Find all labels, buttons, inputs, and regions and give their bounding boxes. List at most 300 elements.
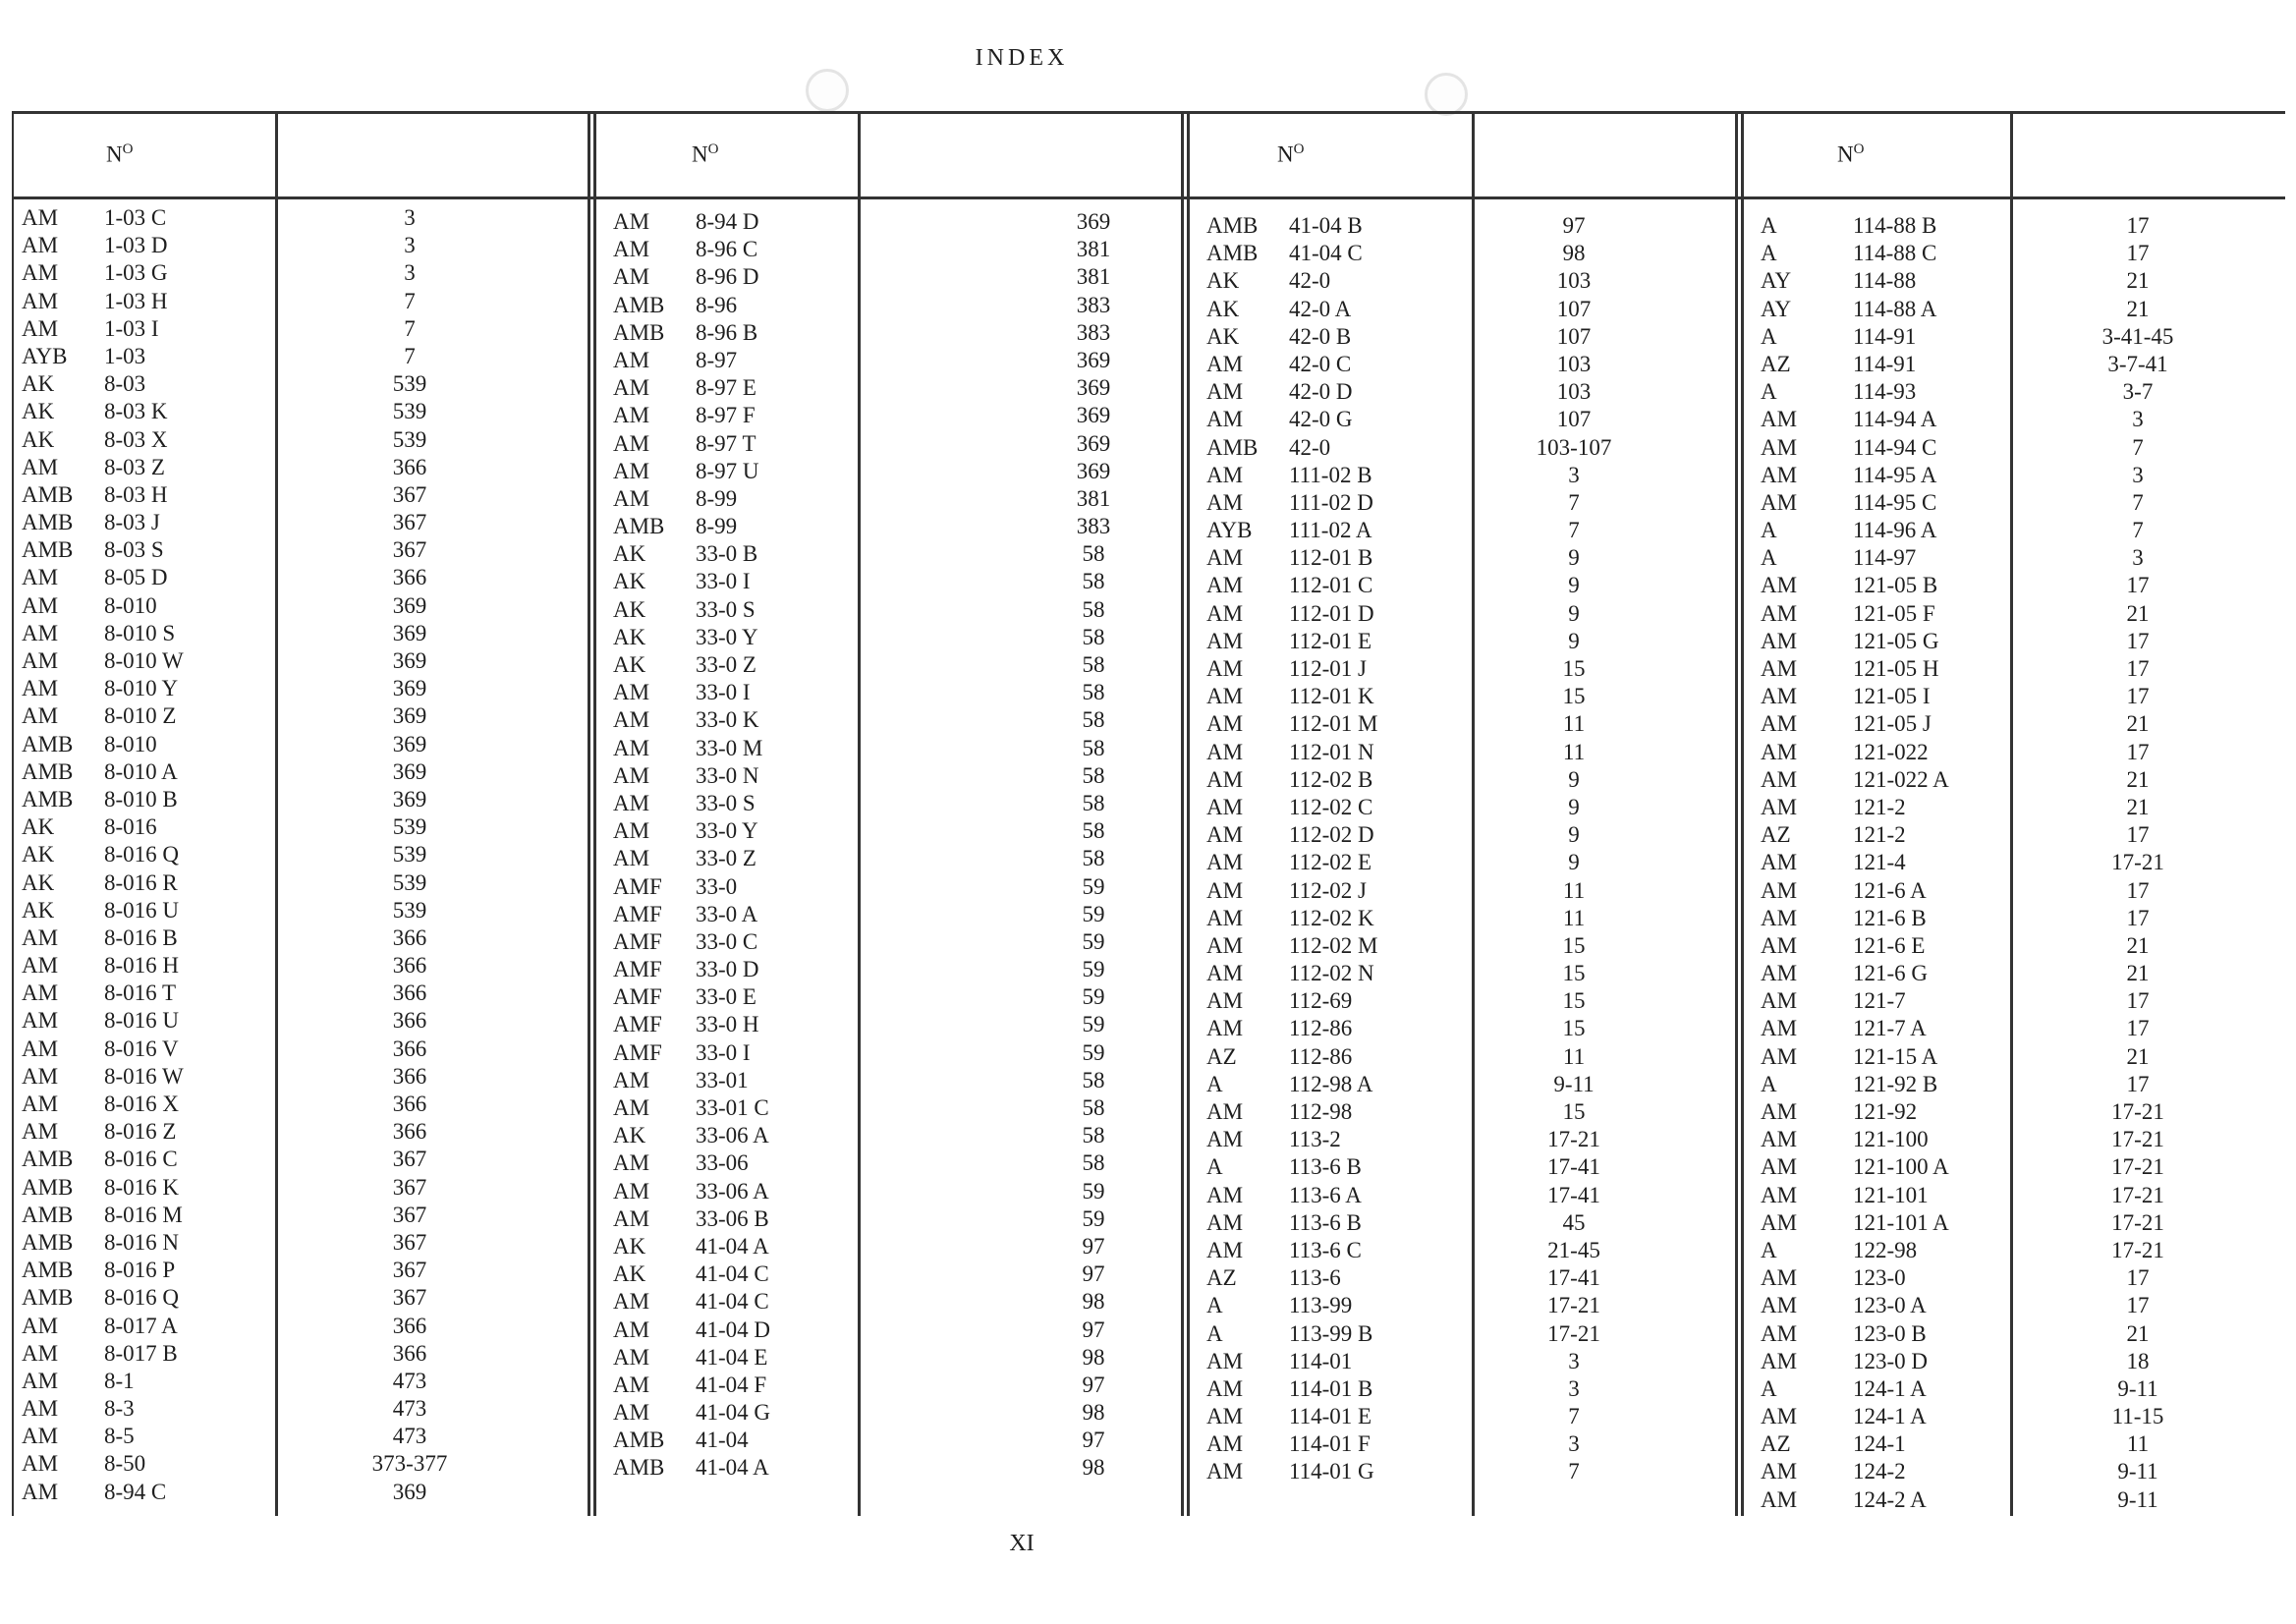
entry-number: 112-01 E [1289, 628, 1372, 653]
entry-pages: 58 [1082, 569, 1105, 594]
entry-pages: 17-21 [2111, 1237, 2164, 1262]
index-entry [1735, 821, 2285, 849]
index-entry [12, 1368, 588, 1395]
entry-pages: 17 [2126, 1265, 2150, 1291]
entry-prefix: A [1206, 1154, 1223, 1180]
entry-number: 8-3 [104, 1396, 135, 1422]
entry-pages: 21 [2126, 766, 2150, 792]
entry-prefix: AM [1206, 739, 1244, 764]
entry-prefix: AMB [22, 758, 74, 784]
index-entry [1735, 1486, 2285, 1514]
entry-number: 33-01 [696, 1067, 749, 1092]
entry-pages: 3 [1568, 1348, 1580, 1373]
entry-prefix: AM [22, 1313, 59, 1338]
index-entry [588, 292, 1181, 319]
entry-number: 121-92 [1853, 1099, 1918, 1124]
index-entry [1735, 1458, 2285, 1485]
entry-prefix: AM [1206, 711, 1244, 737]
entry-prefix: AK [22, 371, 55, 397]
entry-number: 42-0 C [1289, 351, 1352, 376]
entry-number: 121-7 A [1853, 1016, 1927, 1041]
index-entry [12, 1202, 588, 1229]
index-entry [12, 343, 588, 370]
entry-pages: 15 [1562, 684, 1586, 709]
entry-prefix: AM [1761, 1459, 1798, 1484]
entry-number: 42-0 D [1289, 379, 1353, 405]
index-entry [1181, 1015, 1735, 1042]
entry-number: 8-016 B [104, 924, 178, 950]
entry-number: 33-0 Y [696, 818, 758, 844]
entry-pages: 15 [1562, 961, 1586, 986]
number-column-header [692, 141, 718, 168]
entry-number: 1-03 D [104, 233, 168, 258]
entry-prefix: A [1761, 213, 1777, 238]
entry-pages: 367 [392, 1258, 427, 1283]
index-list [1181, 212, 1735, 1486]
entry-pages: 58 [1082, 735, 1105, 760]
entry-pages: 17 [2126, 1016, 2150, 1041]
entry-prefix: AM [1206, 462, 1244, 487]
entry-number: 8-016 R [104, 869, 178, 895]
index-entry [588, 790, 1181, 817]
index-entry [12, 426, 588, 454]
entry-pages: 366 [392, 1313, 427, 1338]
number-header-label: N [692, 141, 708, 167]
entry-prefix: AMF [613, 928, 662, 954]
entry-number: 114-97 [1853, 545, 1917, 571]
index-entry [588, 485, 1181, 513]
index-entry [12, 232, 588, 259]
entry-pages: 366 [392, 1008, 427, 1034]
entry-pages: 45 [1562, 1209, 1586, 1235]
entry-number: 121-6 G [1853, 961, 1929, 986]
entry-pages: 3 [404, 260, 416, 286]
entry-prefix: AK [613, 652, 646, 677]
entry-pages: 7 [1568, 1459, 1580, 1484]
entry-pages: 7 [404, 288, 416, 313]
entry-pages: 3 [2132, 545, 2144, 571]
number-header-superscript: O [707, 141, 719, 157]
entry-number: 8-016 [104, 814, 157, 840]
index-entry [1181, 1264, 1735, 1292]
entry-prefix: AM [1206, 822, 1244, 848]
entry-number: 8-016 P [104, 1258, 176, 1283]
entry-pages: 369 [1076, 430, 1111, 456]
index-entry [12, 1450, 588, 1478]
entry-pages: 21-45 [1547, 1237, 1600, 1262]
entry-prefix: AK [613, 596, 646, 622]
entry-pages: 18 [2126, 1348, 2150, 1373]
entry-prefix: AK [613, 1123, 646, 1148]
number-header-superscript: O [1293, 141, 1305, 157]
entry-prefix: AM [1761, 961, 1798, 986]
entry-pages: 11-15 [2111, 1404, 2164, 1429]
entry-prefix: AM [1761, 1209, 1798, 1235]
entry-pages: 58 [1082, 652, 1105, 677]
entry-prefix: AM [613, 264, 650, 290]
entry-number: 124-2 [1853, 1459, 1906, 1484]
entry-pages: 17-21 [1547, 1293, 1600, 1318]
entry-prefix: AMB [22, 510, 74, 535]
entry-pages: 58 [1082, 541, 1105, 567]
entry-pages: 11 [2126, 1431, 2150, 1457]
index-entry [12, 1229, 588, 1257]
index-entry [12, 1118, 588, 1146]
index-entry [1181, 1375, 1735, 1403]
index-entry [1181, 932, 1735, 960]
entry-number: 42-0 B [1289, 323, 1352, 349]
index-entry [1181, 794, 1735, 821]
entry-prefix: AM [1761, 684, 1798, 709]
index-entry [1181, 655, 1735, 683]
index-entry [588, 1288, 1181, 1316]
entry-number: 114-91 [1853, 323, 1917, 349]
index-column-block [1181, 111, 1735, 1516]
index-entry [1181, 1153, 1735, 1181]
index-entry [12, 620, 588, 647]
entry-pages: 367 [392, 510, 427, 535]
entry-prefix: AM [1761, 462, 1798, 487]
index-entry [1181, 406, 1735, 433]
entry-number: 8-010 B [104, 786, 178, 812]
index-entry [588, 596, 1181, 624]
entry-pages: 21 [2126, 296, 2150, 321]
index-entry [588, 1178, 1181, 1205]
entry-pages: 15 [1562, 656, 1586, 681]
entry-prefix: AMB [22, 1202, 74, 1227]
page-title: INDEX [975, 45, 1069, 71]
index-entry [588, 1316, 1181, 1344]
entry-prefix: AM [1206, 351, 1244, 376]
entry-pages: 9 [1568, 573, 1580, 598]
entry-prefix: AM [613, 1400, 650, 1426]
index-entry [1181, 1430, 1735, 1458]
entry-prefix: AK [613, 1261, 646, 1287]
entry-number: 121-05 J [1853, 711, 1932, 737]
index-entry [12, 454, 588, 481]
entry-number: 8-5 [104, 1424, 135, 1449]
entry-pages: 21 [2126, 711, 2150, 737]
entry-number: 8-016 Q [104, 1285, 180, 1311]
index-entry [1181, 434, 1735, 462]
entry-number: 8-94 D [696, 209, 759, 234]
entry-pages: 366 [392, 1340, 427, 1366]
entry-number: 8-017 A [104, 1313, 178, 1338]
entry-pages: 103 [1556, 379, 1592, 405]
index-entry [588, 1067, 1181, 1094]
index-entry [1735, 1126, 2285, 1153]
entry-number: 42-0 G [1289, 407, 1353, 432]
entry-pages: 7 [2132, 518, 2144, 543]
entry-pages: 383 [1076, 514, 1111, 539]
index-entry [12, 869, 588, 897]
entry-prefix: AM [22, 953, 59, 979]
entry-number: 121-7 [1853, 988, 1906, 1014]
entry-number: 114-88 B [1853, 213, 1937, 238]
entry-number: 112-98 A [1289, 1071, 1373, 1096]
entry-pages: 17 [2126, 573, 2150, 598]
number-column-header [1277, 141, 1304, 168]
entry-number: 121-022 [1853, 739, 1929, 764]
index-entry [12, 952, 588, 980]
entry-prefix: AM [613, 818, 650, 844]
entry-prefix: AK [22, 869, 55, 895]
entry-prefix: AM [1206, 905, 1244, 930]
entry-pages: 3 [1568, 1375, 1580, 1401]
index-entry [1735, 1292, 2285, 1319]
entry-prefix: AM [1206, 573, 1244, 598]
entry-pages: 9 [1568, 545, 1580, 571]
index-entry [1181, 987, 1735, 1015]
index-entry [588, 735, 1181, 762]
entry-prefix: AM [22, 1036, 59, 1061]
index-entry [1181, 378, 1735, 406]
entry-number: 42-0 A [1289, 296, 1352, 321]
entry-prefix: AMB [1206, 241, 1259, 266]
index-entry [12, 675, 588, 702]
entry-number: 33-0 Z [696, 846, 756, 871]
entry-pages: 17-41 [1547, 1182, 1600, 1207]
entry-number: 33-06 A [696, 1178, 769, 1204]
index-entry [12, 897, 588, 924]
entry-pages: 58 [1082, 1067, 1105, 1092]
entry-number: 8-016 W [104, 1063, 184, 1089]
entry-pages: 9-11 [2117, 1486, 2158, 1512]
index-entry [12, 1313, 588, 1340]
entry-prefix: AM [613, 680, 650, 705]
entry-number: 112-01 N [1289, 739, 1374, 764]
entry-prefix: AK [1206, 296, 1240, 321]
index-entry [1181, 240, 1735, 267]
entry-prefix: AM [22, 1008, 59, 1034]
entry-pages: 369 [392, 620, 427, 645]
entry-pages: 107 [1556, 296, 1592, 321]
entry-prefix: AM [1206, 379, 1244, 405]
entry-number: 121-2 [1853, 822, 1906, 848]
page-number: XI [1009, 1531, 1035, 1556]
entry-prefix: AM [613, 237, 650, 262]
entry-number: 113-6 B [1289, 1154, 1362, 1180]
entry-pages: 366 [392, 924, 427, 950]
entry-pages: 98 [1082, 1289, 1105, 1315]
entry-pages: 383 [1076, 319, 1111, 345]
entry-prefix: A [1761, 379, 1777, 405]
entry-pages: 17 [2126, 905, 2150, 930]
entry-pages: 98 [1082, 1400, 1105, 1426]
entry-pages: 98 [1082, 1455, 1105, 1481]
number-header-label: N [1277, 141, 1294, 167]
index-entry [1735, 462, 2285, 489]
entry-pages: 369 [1076, 403, 1111, 428]
index-entry [12, 1174, 588, 1202]
entry-number: 121-100 [1853, 1127, 1929, 1152]
entry-prefix: AM [22, 703, 59, 729]
entry-pages: 17 [2126, 988, 2150, 1014]
entry-number: 112-01 D [1289, 600, 1374, 626]
index-entry [588, 1233, 1181, 1260]
entry-prefix: AM [1206, 1182, 1244, 1207]
entry-pages: 369 [392, 703, 427, 729]
entry-pages: 58 [1082, 1123, 1105, 1148]
entry-pages: 367 [392, 537, 427, 563]
entry-pages: 383 [1076, 292, 1111, 317]
column-header-row [12, 114, 588, 199]
entry-pages: 58 [1082, 596, 1105, 622]
entry-number: 8-03 Z [104, 454, 165, 479]
index-entry [588, 901, 1181, 928]
entry-prefix: AM [22, 980, 59, 1006]
entry-number: 1-03 I [104, 315, 159, 341]
entry-number: 114-94 C [1853, 434, 1937, 460]
entry-pages: 15 [1562, 1016, 1586, 1041]
entry-number: 33-0 I [696, 680, 751, 705]
entry-prefix: AMB [22, 731, 74, 756]
entry-prefix: A [1761, 1237, 1777, 1262]
entry-pages: 58 [1082, 1095, 1105, 1120]
entry-number: 114-95 A [1853, 462, 1937, 487]
entry-pages: 473 [392, 1368, 427, 1393]
index-entry [1181, 849, 1735, 876]
entry-number: 112-86 [1289, 1043, 1353, 1069]
column-header-row [1181, 114, 1735, 199]
index-entry [588, 706, 1181, 734]
entry-number: 41-04 B [1289, 213, 1363, 238]
entry-number: 8-010 A [104, 758, 178, 784]
index-entry [588, 1094, 1181, 1122]
entry-prefix: AM [613, 375, 650, 401]
entry-prefix: AM [613, 707, 650, 733]
entry-prefix: AM [1206, 961, 1244, 986]
entry-prefix: AM [22, 924, 59, 950]
entry-number: 124-1 A [1853, 1375, 1927, 1401]
entry-prefix: A [1761, 1071, 1777, 1096]
index-entry [588, 1427, 1181, 1454]
entry-prefix: A [1761, 241, 1777, 266]
index-entry [1735, 1320, 2285, 1348]
index-entry [1735, 240, 2285, 267]
index-entry [12, 1340, 588, 1368]
entry-pages: 103 [1556, 268, 1592, 294]
entry-number: 8-016 M [104, 1202, 183, 1227]
entry-prefix: AZ [1761, 1431, 1791, 1457]
index-entry [588, 1205, 1181, 1233]
entry-pages: 17-21 [1547, 1320, 1600, 1346]
entry-pages: 3 [404, 233, 416, 258]
entry-prefix: AMF [613, 901, 662, 926]
entry-pages: 367 [392, 1202, 427, 1227]
entry-pages: 59 [1082, 957, 1105, 982]
entry-number: 114-94 A [1853, 407, 1937, 432]
punch-hole [806, 69, 849, 112]
entry-prefix: AM [613, 1067, 650, 1092]
index-entry [1735, 1071, 2285, 1098]
entry-prefix: AM [22, 676, 59, 701]
index-entry [1735, 1430, 2285, 1458]
entry-number: 112-02 N [1289, 961, 1374, 986]
entry-prefix: AM [1206, 1237, 1244, 1262]
entry-number: 8-03 [104, 371, 146, 397]
entry-prefix: AM [1206, 1127, 1244, 1152]
entry-prefix: AM [22, 205, 59, 230]
entry-prefix: AM [613, 1344, 650, 1370]
index-entry [1181, 489, 1735, 517]
entry-number: 1-03 H [104, 288, 168, 313]
entry-prefix: AM [613, 458, 650, 483]
entry-number: 33-0 C [696, 928, 758, 954]
entry-number: 8-05 D [104, 565, 168, 590]
entry-number: 114-88 C [1853, 241, 1937, 266]
entry-prefix: AM [613, 846, 650, 871]
index-entry [588, 651, 1181, 679]
index-entry [588, 568, 1181, 595]
entry-prefix: AM [613, 1316, 650, 1342]
entry-prefix: AM [1761, 932, 1798, 958]
entry-pages: 367 [392, 481, 427, 507]
index-entry [588, 956, 1181, 983]
entry-pages: 15 [1562, 988, 1586, 1014]
entry-prefix: AM [1206, 1099, 1244, 1124]
entry-number: 114-95 C [1853, 489, 1937, 515]
entry-pages: 15 [1562, 932, 1586, 958]
entry-pages: 21 [2126, 961, 2150, 986]
entry-number: 112-02 B [1289, 766, 1373, 792]
entry-number: 112-98 [1289, 1099, 1353, 1124]
entry-pages: 9-11 [1553, 1071, 1595, 1096]
entry-number: 121-100 A [1853, 1154, 1949, 1180]
entry-prefix: AMB [613, 1455, 665, 1481]
index-entry [1735, 1264, 2285, 1292]
entry-number: 112-69 [1289, 988, 1353, 1014]
index-entry [12, 647, 588, 675]
entry-pages: 9 [1568, 794, 1580, 819]
entry-number: 8-016 Q [104, 842, 180, 868]
entry-number: 33-0 N [696, 762, 759, 788]
entry-pages: 367 [392, 1285, 427, 1311]
entry-number: 8-03 H [104, 481, 168, 507]
index-entry [1735, 544, 2285, 572]
entry-pages: 3-7 [2122, 379, 2154, 405]
entry-number: 1-03 [104, 343, 146, 368]
entry-pages: 366 [392, 1119, 427, 1145]
entry-number: 124-1 A [1853, 1404, 1927, 1429]
entry-pages: 539 [392, 842, 427, 868]
entry-prefix: AM [1206, 1431, 1244, 1457]
index-entry [1735, 267, 2285, 295]
entry-pages: 367 [392, 1229, 427, 1255]
index-entry [12, 1146, 588, 1173]
entry-prefix: AM [22, 592, 59, 618]
entry-prefix: AM [1761, 1320, 1798, 1346]
entry-prefix: AMB [22, 1258, 74, 1283]
entry-pages: 9 [1568, 600, 1580, 626]
entry-number: 114-01 [1289, 1348, 1353, 1373]
entry-number: 112-01 K [1289, 684, 1374, 709]
index-entry [588, 458, 1181, 485]
index-entry [12, 1284, 588, 1312]
entry-prefix: AM [22, 454, 59, 479]
index-entry [1181, 1071, 1735, 1098]
entry-pages: 59 [1082, 1205, 1105, 1231]
entry-number: 41-04 A [696, 1455, 769, 1481]
entry-number: 123-0 B [1853, 1320, 1927, 1346]
entry-number: 8-017 B [104, 1340, 178, 1366]
entry-prefix: AK [22, 399, 55, 424]
entry-pages: 97 [1082, 1316, 1105, 1342]
index-entry [588, 624, 1181, 651]
index-entry [1181, 1458, 1735, 1485]
entry-number: 41-04 [696, 1428, 749, 1453]
entry-prefix: AK [1206, 268, 1240, 294]
